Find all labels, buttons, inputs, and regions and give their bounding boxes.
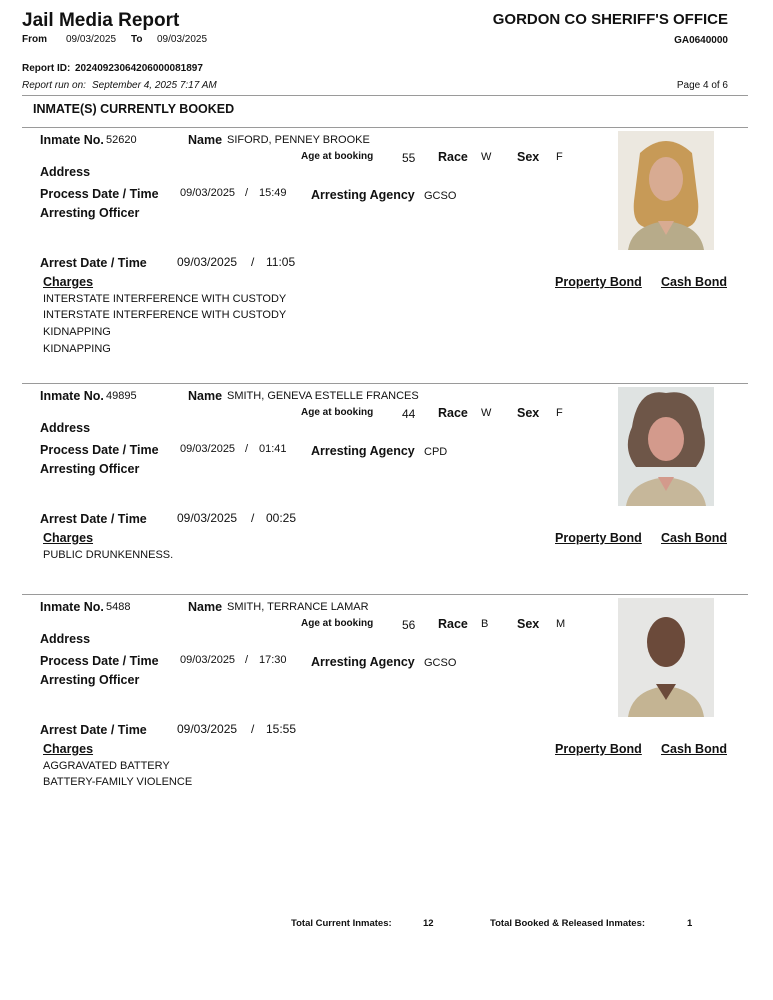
inmate-race: B [481, 618, 489, 630]
name-label: Name [188, 133, 223, 147]
process-date: 09/03/2025 [180, 654, 236, 666]
address-label: Address [40, 632, 91, 646]
report-id-label: Report ID: [22, 63, 71, 74]
mugshot-photo [618, 598, 714, 717]
inmate-name: SIFORD, PENNEY BROOKE [227, 134, 370, 146]
arresting-officer-label: Arresting Officer [40, 462, 140, 476]
run-on: September 4, 2025 7:17 AM [92, 80, 217, 91]
arrest-label: Arrest Date / Time [40, 723, 147, 737]
race-label: Race [438, 150, 468, 164]
property-bond-label: Property Bond [555, 275, 642, 289]
arrest-label: Arrest Date / Time [40, 512, 147, 526]
inmate-race: W [481, 407, 492, 419]
property-bond-label: Property Bond [555, 531, 642, 545]
arrest-date: 09/03/2025 [177, 511, 238, 525]
inmate-record [0, 594, 773, 794]
race-label: Race [438, 617, 468, 631]
cash-bond-label: Cash Bond [661, 275, 727, 289]
process-slash: / [245, 187, 249, 199]
charges-label: Charges [43, 275, 94, 289]
arresting-agency-label: Arresting Agency [311, 188, 415, 202]
inmate-name: SMITH, GENEVA ESTELLE FRANCES [227, 390, 419, 402]
charge-item: INTERSTATE INTERFERENCE WITH CUSTODY [43, 293, 287, 305]
address-label: Address [40, 421, 91, 435]
arresting-agency-label: Arresting Agency [311, 655, 415, 669]
process-date: 09/03/2025 [180, 187, 236, 199]
charge-item: KIDNAPPING [43, 343, 111, 355]
process-time: 17:30 [259, 654, 287, 666]
arresting-agency: GCSO [424, 657, 457, 669]
arresting-officer-label: Arresting Officer [40, 673, 140, 687]
arrest-date: 09/03/2025 [177, 255, 238, 269]
mugshot-image [618, 598, 714, 717]
race-label: Race [438, 406, 468, 420]
run-on-label: Report run on: [22, 80, 86, 91]
process-time: 01:41 [259, 443, 287, 455]
charge-item: KIDNAPPING [43, 326, 111, 338]
page-number: Page 4 of 6 [676, 80, 728, 91]
name-label: Name [188, 600, 223, 614]
arresting-agency-label: Arresting Agency [311, 444, 415, 458]
inmate-name: SMITH, TERRANCE LAMAR [227, 601, 369, 613]
age-label: Age at booking [301, 151, 374, 162]
age-label: Age at booking [301, 407, 374, 418]
inmate-no-label: Inmate No. [40, 600, 104, 614]
sex-label: Sex [517, 617, 540, 631]
charges-label: Charges [43, 742, 94, 756]
process-label: Process Date / Time [40, 187, 159, 201]
sex-label: Sex [517, 150, 540, 164]
property-bond-label: Property Bond [555, 742, 642, 756]
arrest-time: 00:25 [266, 511, 297, 525]
mugshot-photo [618, 131, 714, 250]
name-label: Name [188, 389, 223, 403]
arresting-agency: GCSO [424, 190, 457, 202]
inmate-age: 44 [402, 407, 416, 421]
agency-ori: GA0640000 [674, 35, 728, 46]
total-released-label: Total Booked & Released Inmates: [490, 918, 646, 929]
from-date: 09/03/2025 [66, 34, 117, 45]
process-label: Process Date / Time [40, 443, 159, 457]
arrest-slash: / [251, 722, 255, 736]
address-label: Address [40, 165, 91, 179]
arrest-date: 09/03/2025 [177, 722, 238, 736]
mugshot-image [618, 131, 714, 250]
total-released-value: 1 [687, 918, 693, 929]
process-slash: / [245, 443, 249, 455]
charge-item: BATTERY-FAMILY VIOLENCE [43, 776, 193, 788]
total-current-value: 12 [423, 918, 434, 929]
to-date: 09/03/2025 [157, 34, 208, 45]
arresting-officer-label: Arresting Officer [40, 206, 140, 220]
charge-item: PUBLIC DRUNKENNESS. [43, 549, 174, 561]
inmate-no: 49895 [106, 390, 137, 402]
total-current-label: Total Current Inmates: [291, 918, 392, 929]
arrest-time: 15:55 [266, 722, 297, 736]
age-label: Age at booking [301, 618, 374, 629]
inmate-no: 5488 [106, 601, 131, 613]
inmate-no: 52620 [106, 134, 137, 146]
inmate-sex: F [556, 151, 563, 163]
inmate-sex: F [556, 407, 563, 419]
mugshot-image [618, 387, 714, 506]
inmate-race: W [481, 151, 492, 163]
inmate-age: 56 [402, 618, 416, 632]
report-id: 20240923064206000081897 [75, 63, 203, 74]
inmate-record [0, 383, 773, 583]
process-slash: / [245, 654, 249, 666]
charge-item: INTERSTATE INTERFERENCE WITH CUSTODY [43, 309, 287, 321]
inmate-no-label: Inmate No. [40, 133, 104, 147]
inmate-record [0, 127, 773, 355]
arrest-slash: / [251, 255, 255, 269]
mugshot-photo [618, 387, 714, 506]
arrest-label: Arrest Date / Time [40, 256, 147, 270]
charges-label: Charges [43, 531, 94, 545]
to-label: To [131, 34, 143, 45]
report-title: Jail Media Report [22, 10, 180, 31]
charge-item: AGGRAVATED BATTERY [43, 760, 170, 772]
inmate-age: 55 [402, 151, 416, 165]
process-date: 09/03/2025 [180, 443, 236, 455]
header-divider [22, 95, 748, 96]
inmate-no-label: Inmate No. [40, 389, 104, 403]
section-title: INMATE(S) CURRENTLY BOOKED [33, 102, 235, 116]
arrest-time: 11:05 [266, 255, 296, 269]
agency-name: GORDON CO SHERIFF'S OFFICE [492, 11, 728, 28]
arrest-slash: / [251, 511, 255, 525]
cash-bond-label: Cash Bond [661, 742, 727, 756]
cash-bond-label: Cash Bond [661, 531, 727, 545]
inmate-sex: M [556, 618, 566, 630]
process-time: 15:49 [259, 187, 287, 199]
process-label: Process Date / Time [40, 654, 159, 668]
from-label: From [22, 34, 47, 45]
arresting-agency: CPD [424, 446, 448, 458]
sex-label: Sex [517, 406, 540, 420]
